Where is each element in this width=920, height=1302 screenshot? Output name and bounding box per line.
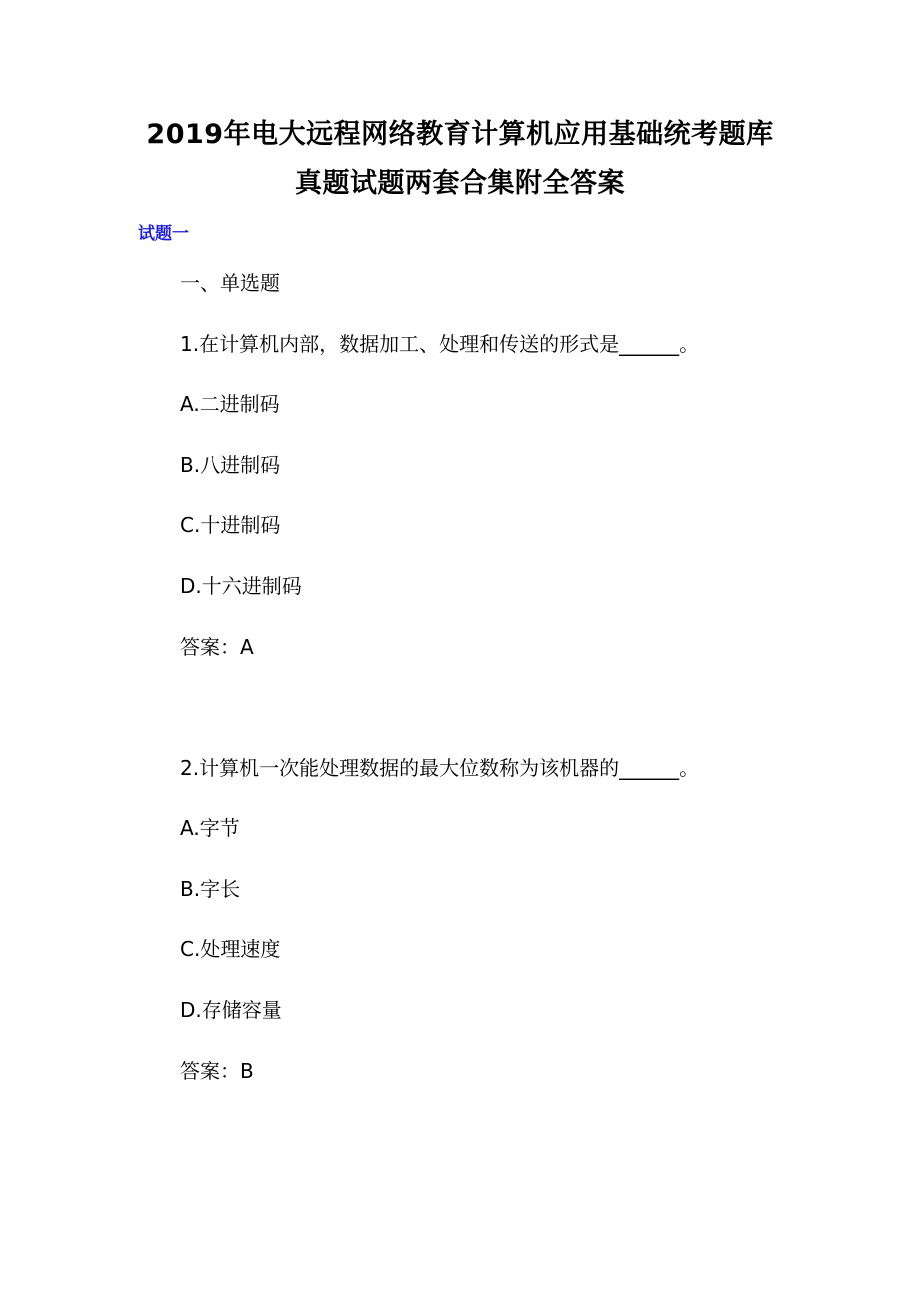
question-2-answer: 答案：B <box>180 1059 254 1083</box>
question-1-answer: 答案：A <box>180 635 254 659</box>
question-2-option-b: B.字长 <box>180 877 241 901</box>
question-1-stem: 1.在计算机内部，数据加工、处理和传送的形式是______。 <box>180 332 700 356</box>
question-1-option-c: C.十进制码 <box>180 513 281 537</box>
question-2-option-c: C.处理速度 <box>180 937 281 961</box>
question-1-option-b: B.八进制码 <box>180 453 281 477</box>
document-title-line-2: 真题试题两套合集附全答案 <box>295 168 625 199</box>
question-1-option-a: A.二进制码 <box>180 392 280 416</box>
question-2-option-a: A.字节 <box>180 816 240 840</box>
part-heading: 一、单选题 <box>180 271 280 295</box>
section-label: 试题一 <box>138 224 189 244</box>
document-title-line-1: 2019年电大远程网络教育计算机应用基础统考题库 <box>146 119 774 150</box>
question-2-stem: 2.计算机一次能处理数据的最大位数称为该机器的______。 <box>180 756 700 780</box>
question-1-option-d: D.十六进制码 <box>180 574 302 598</box>
question-2-option-d: D.存储容量 <box>180 998 282 1022</box>
